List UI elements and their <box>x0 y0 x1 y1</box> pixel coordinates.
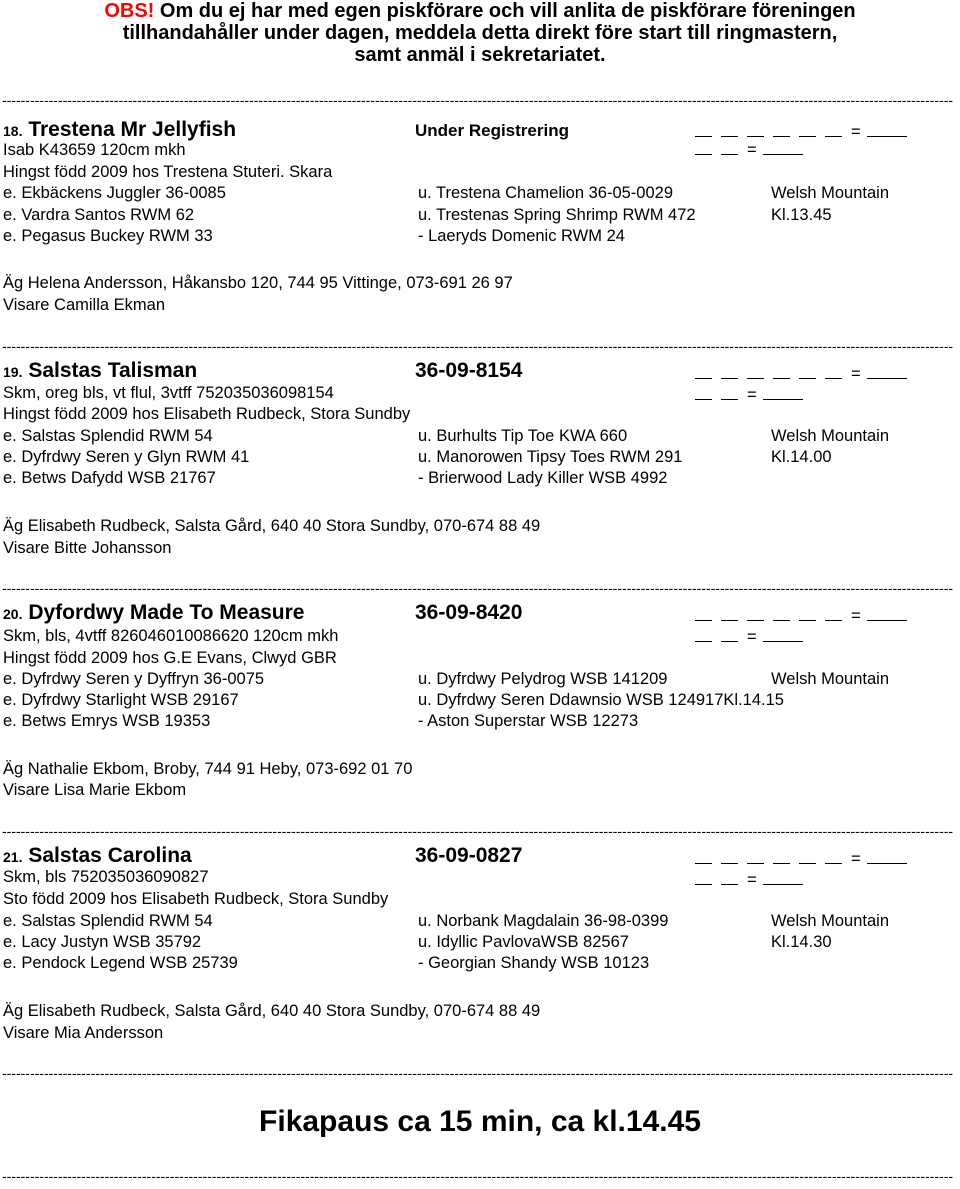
pedigree-left: e. Dyfrdwy Starlight WSB 29167 <box>3 691 239 709</box>
entry-born: Sto född 2009 hos Elisabeth Rudbeck, Stora Sundby <box>3 890 389 908</box>
pedigree-left: e. Lacy Justyn WSB 35792 <box>3 933 202 951</box>
entry-name: Salstas Talisman <box>28 359 198 382</box>
pedigree-mid: u. Idyllic PavlovaWSB 82567 <box>418 933 629 951</box>
score-equals: = <box>851 607 861 625</box>
notice-line-1 <box>0 0 960 22</box>
entry-owner: Äg Elisabeth Rudbeck, Salsta Gård, 640 40 Stora Sundby, 070-674 88 49 <box>3 1002 541 1020</box>
pedigree-left: e. Dyfrdwy Seren y Glyn RWM 41 <box>3 448 250 466</box>
notice-line-1-text: Om du ej har med egen piskförare och vill anlita de piskförare föreningen <box>154 0 856 22</box>
score-blanks-sub <box>695 870 803 890</box>
score-equals: = <box>747 871 757 889</box>
score-equals: = <box>851 850 861 868</box>
score-equals: = <box>747 386 757 404</box>
entry-number: 20. <box>3 606 23 622</box>
separator-line: ------------------------------------------------------------------------------------------------------------------------------------------------------------------------------------------------------------ <box>2 581 954 595</box>
entry-handler: Visare Lisa Marie Ekbom <box>3 781 187 799</box>
start-time: Kl.14.00 <box>771 448 832 466</box>
score-equals: = <box>747 141 757 159</box>
pedigree-left: e. Betws Emrys WSB 19353 <box>3 712 211 730</box>
entry-description: Skm, bls 752035036090827 <box>3 868 209 886</box>
pony-class: Welsh Mountain <box>771 427 890 445</box>
entry-20 <box>3 599 958 839</box>
entry-owner: Äg Helena Andersson, Håkansbo 120, 744 95 Vittinge, 073-691 26 97 <box>3 274 513 292</box>
entry-18 <box>3 114 958 354</box>
entry-handler: Visare Camilla Ekman <box>3 296 166 314</box>
registration-number: 36-09-8154 <box>415 359 523 382</box>
entry-born: Hingst född 2009 hos Trestena Stuteri. Skara <box>3 163 333 181</box>
entry-21 <box>3 842 958 1082</box>
notice-obs: OBS! <box>104 0 155 22</box>
entry-description: Skm, bls, 4vtff 826046010086620 120cm mkh <box>3 627 339 645</box>
pedigree-mid: u. Burhults Tip Toe KWA 660 <box>418 427 628 445</box>
pedigree-mid: - Brierwood Lady Killer WSB 4992 <box>418 469 668 487</box>
score-equals: = <box>851 123 861 141</box>
pedigree-mid: u. Dyfrdwy Seren Ddawnsio WSB 124917Kl.14.15 <box>418 691 784 709</box>
pedigree-left: e. Ekbäckens Juggler 36-0085 <box>3 184 226 202</box>
pedigree-mid: u. Dyfrdwy Pelydrog WSB 141209 <box>418 670 668 688</box>
score-equals: = <box>747 628 757 646</box>
score-blanks-main <box>695 606 907 626</box>
notice-line-2: tillhandahåller under dagen, meddela detta direkt före start till ringmastern, <box>122 22 838 44</box>
separator-line: ------------------------------------------------------------------------------------------------------------------------------------------------------------------------------------------------------------ <box>2 93 954 107</box>
entry-number: 18. <box>3 123 23 139</box>
pony-class: Welsh Mountain <box>771 184 890 202</box>
entry-description: Skm, oreg bls, vt flul, 3vtff 752035036098154 <box>3 384 334 402</box>
pony-class: Welsh Mountain <box>771 670 890 688</box>
registration-number: 36-09-8420 <box>415 601 523 624</box>
entry-born: Hingst född 2009 hos G.E Evans, Clwyd GBR <box>3 649 337 667</box>
entry-owner: Äg Nathalie Ekbom, Broby, 744 91 Heby, 073-692 01 70 <box>3 760 413 778</box>
pedigree-mid: - Aston Superstar WSB 12273 <box>418 712 639 730</box>
entry-owner: Äg Elisabeth Rudbeck, Salsta Gård, 640 40 Stora Sundby, 070-674 88 49 <box>3 517 541 535</box>
pedigree-left: e. Dyfrdwy Seren y Dyffryn 36-0075 <box>3 670 265 688</box>
entry-name: Dyfordwy Made To Measure <box>28 601 305 624</box>
pedigree-left: e. Salstas Splendid RWM 54 <box>3 912 213 930</box>
score-blanks-main <box>695 364 907 384</box>
registration-number: Under Registrering <box>415 121 569 140</box>
entry-header <box>3 359 197 384</box>
entry-number: 21. <box>3 849 23 865</box>
score-blanks-sub <box>695 627 803 647</box>
entry-name: Trestena Mr Jellyfish <box>28 118 237 141</box>
pedigree-left: e. Vardra Santos RWM 62 <box>3 206 195 224</box>
pedigree-left: e. Salstas Splendid RWM 54 <box>3 427 213 445</box>
entry-number: 19. <box>3 364 23 380</box>
entry-19 <box>3 357 958 597</box>
pedigree-left: e. Pegasus Buckey RWM 33 <box>3 227 213 245</box>
pedigree-mid: u. Manorowen Tipsy Toes RWM 291 <box>418 448 683 466</box>
entry-name: Salstas Carolina <box>28 844 192 867</box>
notice <box>0 0 960 66</box>
entry-handler: Visare Mia Andersson <box>3 1024 164 1042</box>
pedigree-mid: - Georgian Shandy WSB 10123 <box>418 954 650 972</box>
entry-born: Hingst född 2009 hos Elisabeth Rudbeck, Stora Sundby <box>3 405 411 423</box>
pedigree-mid: - Laeryds Domenic RWM 24 <box>418 227 625 245</box>
start-time: Kl.13.45 <box>771 206 832 224</box>
score-blanks-sub <box>695 140 803 160</box>
entry-description: Isab K43659 120cm mkh <box>3 141 186 159</box>
pedigree-left: e. Pendock Legend WSB 25739 <box>3 954 238 972</box>
entry-handler: Visare Bitte Johansson <box>3 539 172 557</box>
separator-line: ------------------------------------------------------------------------------------------------------------------------------------------------------------------------------------------------------------ <box>2 1066 954 1080</box>
start-time: Kl.14.30 <box>771 933 832 951</box>
registration-number: 36-09-0827 <box>415 844 523 867</box>
pony-class: Welsh Mountain <box>771 912 890 930</box>
notice-line-3: samt anmäl i sekretariatet. <box>354 44 606 66</box>
pedigree-mid: u. Norbank Magdalain 36-98-0399 <box>418 912 669 930</box>
score-blanks-sub <box>695 385 803 405</box>
separator-line: ------------------------------------------------------------------------------------------------------------------------------------------------------------------------------------------------------------ <box>2 1169 954 1183</box>
pedigree-mid: u. Trestena Chamelion 36-05-0029 <box>418 184 673 202</box>
separator-line: ------------------------------------------------------------------------------------------------------------------------------------------------------------------------------------------------------------ <box>2 824 954 838</box>
entry-header <box>3 601 304 626</box>
entry-header <box>3 844 192 869</box>
score-blanks-main <box>695 849 907 869</box>
pedigree-left: e. Betws Dafydd WSB 21767 <box>3 469 216 487</box>
separator-line: ------------------------------------------------------------------------------------------------------------------------------------------------------------------------------------------------------------ <box>2 339 954 353</box>
score-blanks-main <box>695 122 907 142</box>
break-announcement: Fikapaus ca 15 min, ca kl.14.45 <box>259 1105 701 1138</box>
pedigree-mid: u. Trestenas Spring Shrimp RWM 472 <box>418 206 696 224</box>
score-equals: = <box>851 365 861 383</box>
